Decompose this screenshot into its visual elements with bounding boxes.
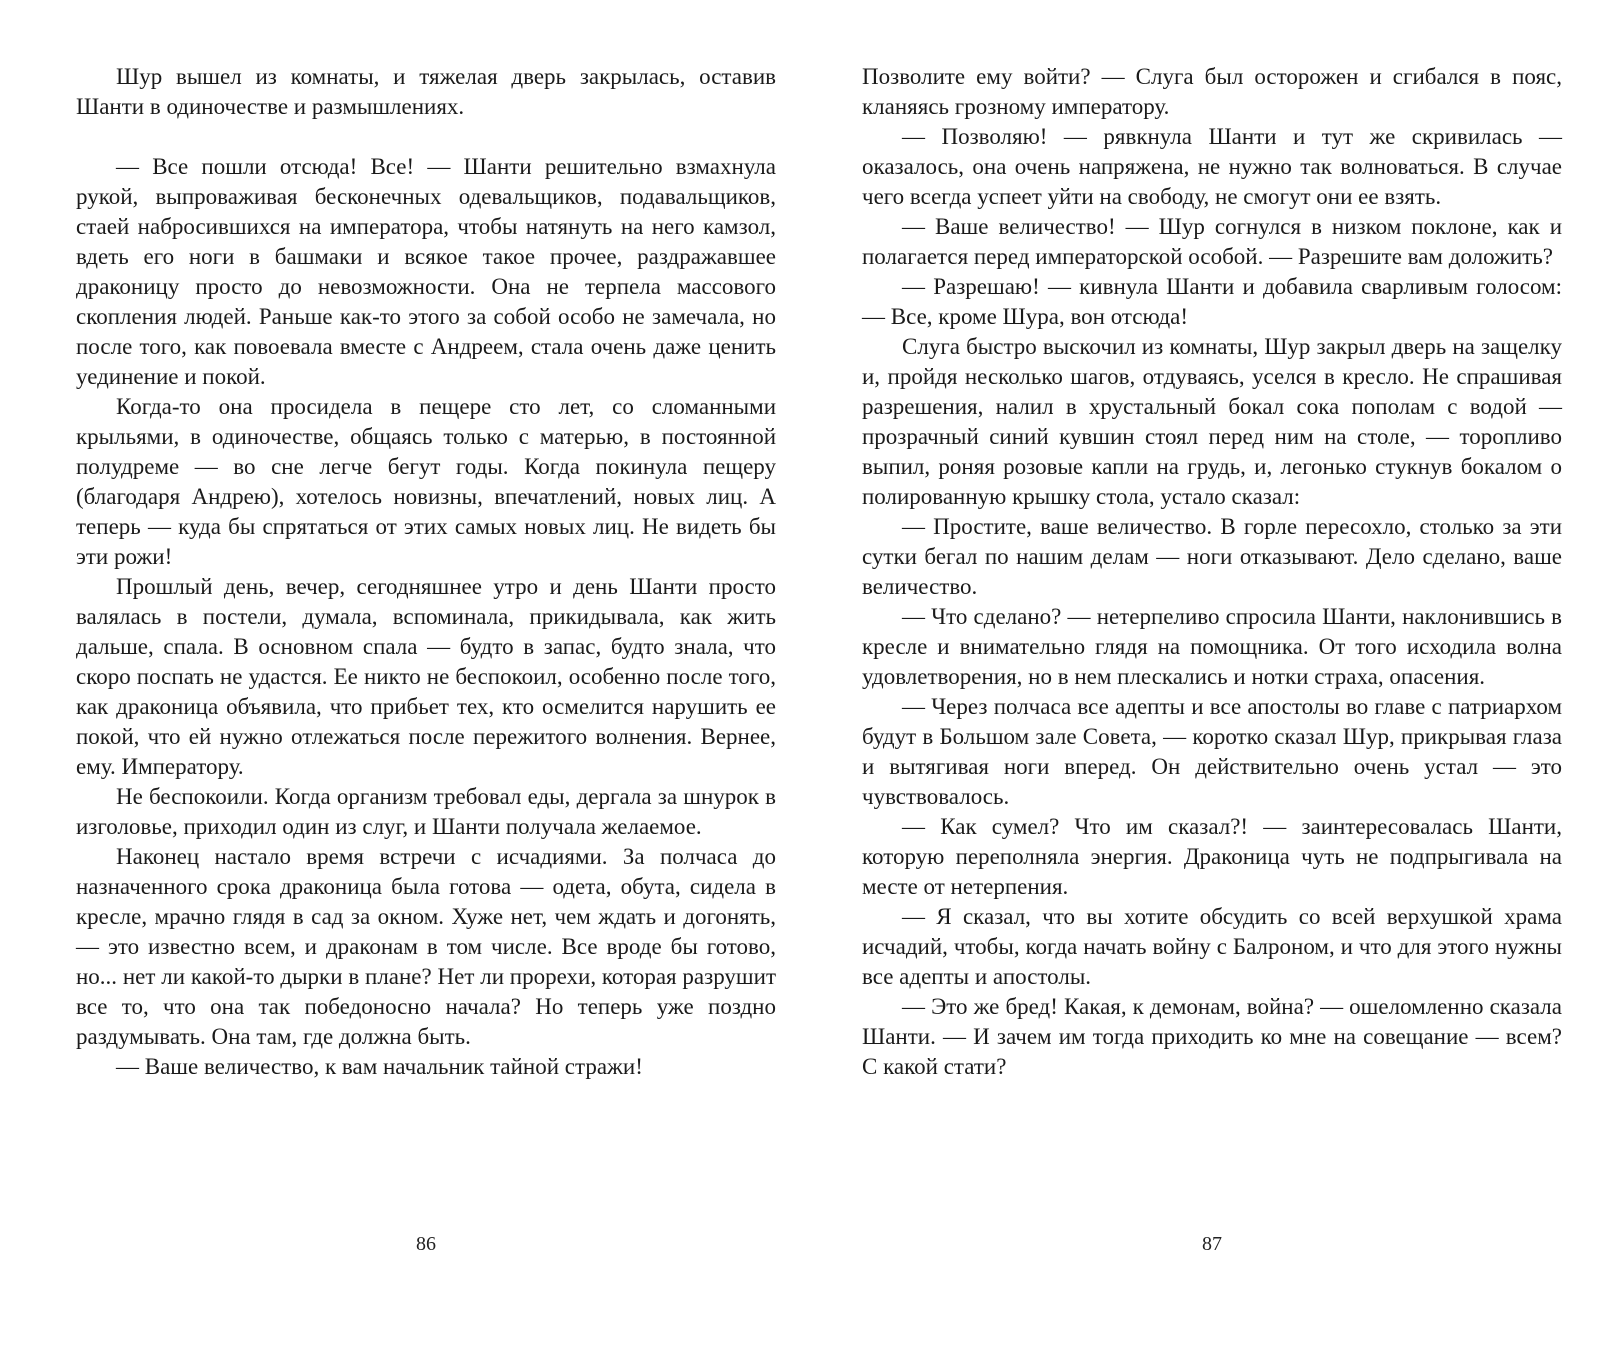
paragraph: Не беспокоили. Когда организм требовал еды, дергала за шнурок в изголовье, приходил один из слуг, и Шанти получала желаемое. bbox=[76, 784, 776, 839]
paragraph: — Простите, ваше величество. В горле пересохло, столько за эти сутки бегал по нашим делам — ноги отказывают. Дело сделано, ваше величество. bbox=[862, 514, 1562, 599]
paragraph: Когда-то она просидела в пещере сто лет, со сломанными крыльями, в одиночестве, общаясь только с матерью, в постоянной полудреме — во сне легче бегут годы. Когда покинула пещеру (благодаря Андрею), хотелось новизны, впечатлений, новых лиц. А теперь — куда бы спрятаться от этих самых новых лиц. Не видеть бы эти рожи! bbox=[76, 394, 776, 569]
paragraph: — Ваше величество! — Шур согнулся в низком поклоне, как и полагается перед императорской особой. — Разрешите вам доложить? bbox=[862, 214, 1562, 269]
paragraph: Слуга быстро выскочил из комнаты, Шур закрыл дверь на защелку и, пройдя несколько шагов, отдуваясь, уселся в кресло. Не спрашивая разрешения, налил в хрустальный бокал сока пополам с водой — прозрачный синий кувшин стоял перед ним на столе, — торопливо выпил, роняя розовые капли на грудь, и, легонько стукнув бокалом о полированную крышку стола, устало сказал: bbox=[862, 334, 1562, 509]
paragraph: — Что сделано? — нетерпеливо спросила Шанти, наклонившись в кресле и внимательно глядя на помощника. От того исходила волна удовлетворения, но в нем плескались и нотки страха, опасения. bbox=[862, 604, 1562, 689]
paragraph: — Через полчаса все адепты и все апостолы во главе с патриархом будут в Большом зале Совета, — коротко сказал Шур, прикрывая глаза и вытягивая ноги вперед. Он действительно очень устал — это чувствовалось. bbox=[862, 694, 1562, 809]
paragraph: — Разрешаю! — кивнула Шанти и добавила сварливым голосом: — Все, кроме Шура, вон отсюда! bbox=[862, 274, 1562, 329]
left-page bbox=[76, 62, 776, 1282]
paragraph: — Это же бред! Какая, к демонам, война? — ошеломленно сказала Шанти. — И зачем им тогда приходить ко мне на совещание — всем? С какой стати? bbox=[862, 994, 1562, 1079]
paragraph: — Позволяю! — рявкнула Шанти и тут же скривилась — оказалось, она очень напряжена, не нужно так волноваться. В случае чего всегда успеет уйти на свободу, не смогут они ее взять. bbox=[862, 124, 1562, 209]
paragraph: — Я сказал, что вы хотите обсудить со всей верхушкой храма исчадий, чтобы, когда начать войну с Балроном, и что для этого нужны все адепты и апостолы. bbox=[862, 904, 1562, 989]
page-number: 86 bbox=[416, 1233, 436, 1255]
paragraph: — Ваше величество, к вам начальник тайной стражи! bbox=[116, 1054, 643, 1079]
paragraph: Позволите ему войти? — Слуга был осторожен и сгибался в пояс, кланяясь грозному императору. bbox=[862, 64, 1562, 119]
paragraph: Наконец настало время встречи с исчадиями. За полчаса до назначенного срока драконица была готова — одета, обута, сидела в кресле, мрачно глядя в сад за окном. Хуже нет, чем ждать и догонять, — это известно всем, и драконам в том числе. Все вроде бы готово, но... нет ли какой-то дырки в плане? Нет ли прорехи, которая разрушит все то, что она так победоносно начала? Но теперь уже поздно раздумывать. Она там, где должна быть. bbox=[76, 844, 776, 1049]
page-number: 87 bbox=[1202, 1233, 1222, 1255]
paragraph: Прошлый день, вечер, сегодняшнее утро и день Шанти просто валялась в постели, думала, вспоминала, прикидывала, как жить дальше, спала. В основном спала — будто в запас, будто знала, что скоро поспать не удастся. Ее никто не беспокоил, особенно после того, как драконица объявила, что прибьет тех, кто осмелится нарушить ее покой, что ей нужно отлежаться после пережитого волнения. Вернее, ему. Императору. bbox=[76, 574, 776, 779]
paragraph: — Все пошли отсюда! Все! — Шанти решительно взмахнула рукой, выпроваживая бесконечных одевальщиков, подавальщиков, стаей набросившихся на императора, чтобы натянуть на него камзол, вдеть его ноги в башмаки и всякое такое прочее, раздражавшее драконицу просто до невозможности. Она не терпела массового скопления людей. Раньше как-то этого за собой особо не замечала, но после того, как повоевала вместе с Андреем, стала очень даже ценить уединение и покой. bbox=[76, 154, 776, 389]
right-page bbox=[862, 62, 1562, 1282]
paragraph: — Как сумел? Что им сказал?! — заинтересовалась Шанти, которую переполняла энергия. Драконица чуть не подпрыгивала на месте от нетерпения. bbox=[862, 814, 1562, 899]
paragraph: Шур вышел из комнаты, и тяжелая дверь закрылась, оставив Шанти в одиночестве и размышлениях. bbox=[76, 64, 776, 119]
